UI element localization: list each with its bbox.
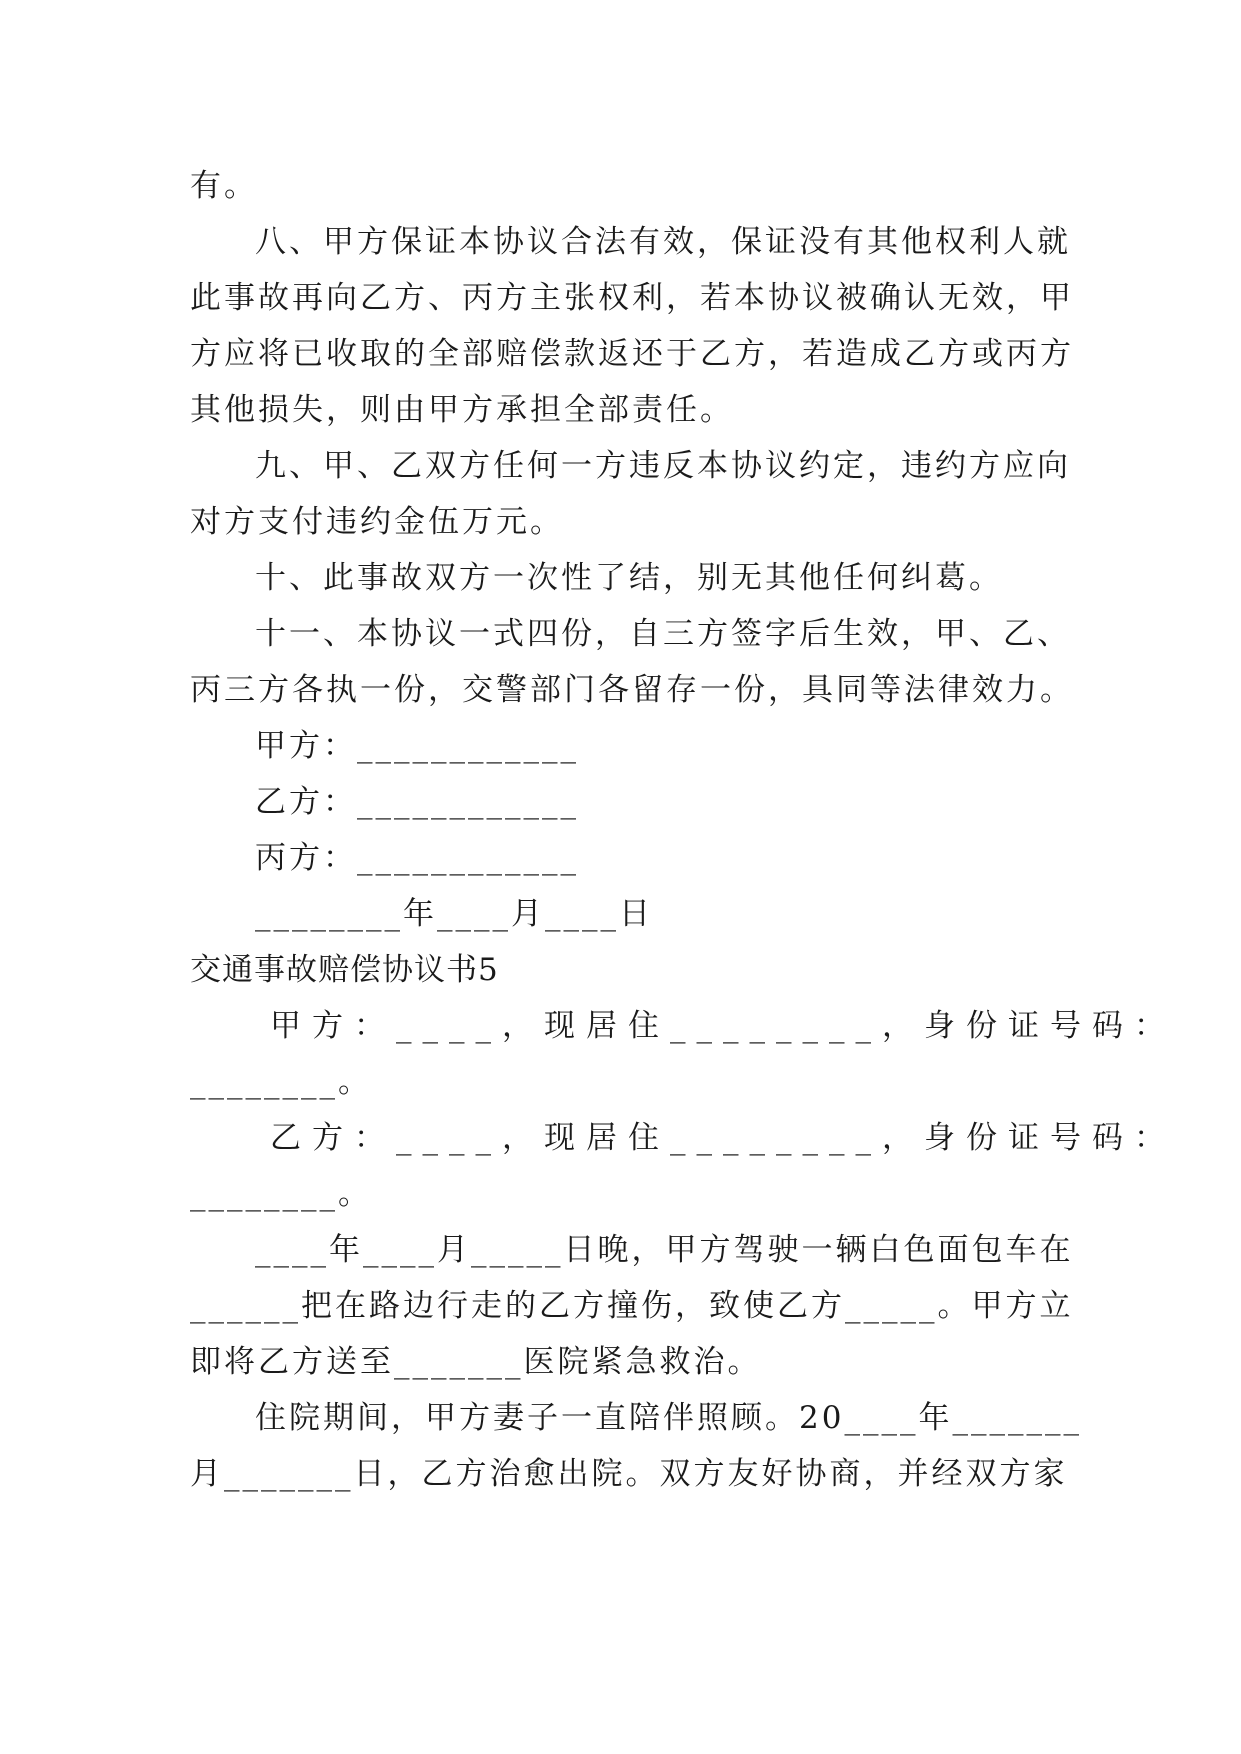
text-line: ______把在路边行走的乙方撞伤，致使乙方_____。甲方立 <box>190 1288 1074 1324</box>
text-line: 丙三方各执一份，交警部门各留存一份，具同等法律效力。 <box>190 672 1074 708</box>
accident-description: ____年____月_____日晚，甲方驾驶一辆白色面包车在 <box>255 1232 1074 1268</box>
signature-party-c: 丙方：____________ <box>255 840 579 876</box>
signature-party-b: 乙方：____________ <box>255 784 579 820</box>
hospital-stay: 住院期间，甲方妻子一直陪伴照顾。20____年_______ <box>255 1400 1082 1436</box>
section-title: 交通事故赔偿协议书5 <box>190 952 499 988</box>
party-b-info: 乙方：____，现居住________，身份证号码： <box>270 1120 1176 1156</box>
signature-date: ________年____月____日 <box>255 896 653 932</box>
text-line: ________。 <box>190 1176 372 1212</box>
text-line: 对方支付违约金伍万元。 <box>190 504 564 540</box>
text-line: 方应将已收取的全部赔偿款返还于乙方，若造成乙方或丙方 <box>190 336 1074 372</box>
clause-10: 十、此事故双方一次性了结，别无其他任何纠葛。 <box>255 560 1003 596</box>
signature-party-a: 甲方：____________ <box>255 728 579 764</box>
clause-9: 九、甲、乙双方任何一方违反本协议约定，违约方应向 <box>255 448 1071 484</box>
clause-11: 十一、本协议一式四份，自三方签字后生效，甲、乙、 <box>255 616 1071 652</box>
text-line: 有。 <box>190 168 258 204</box>
text-line: 即将乙方送至_______医院紧急救治。 <box>190 1344 762 1380</box>
text-line: 此事故再向乙方、丙方主张权利，若本协议被确认无效，甲 <box>190 280 1074 316</box>
party-a-info: 甲方：____，现居住________，身份证号码： <box>270 1008 1176 1044</box>
text-line: 其他损失，则由甲方承担全部责任。 <box>190 392 734 428</box>
clause-8: 八、甲方保证本协议合法有效，保证没有其他权利人就 <box>255 224 1071 260</box>
text-line: 月_______日，乙方治愈出院。双方友好协商，并经双方家 <box>190 1456 1068 1492</box>
text-line: ________。 <box>190 1064 372 1100</box>
